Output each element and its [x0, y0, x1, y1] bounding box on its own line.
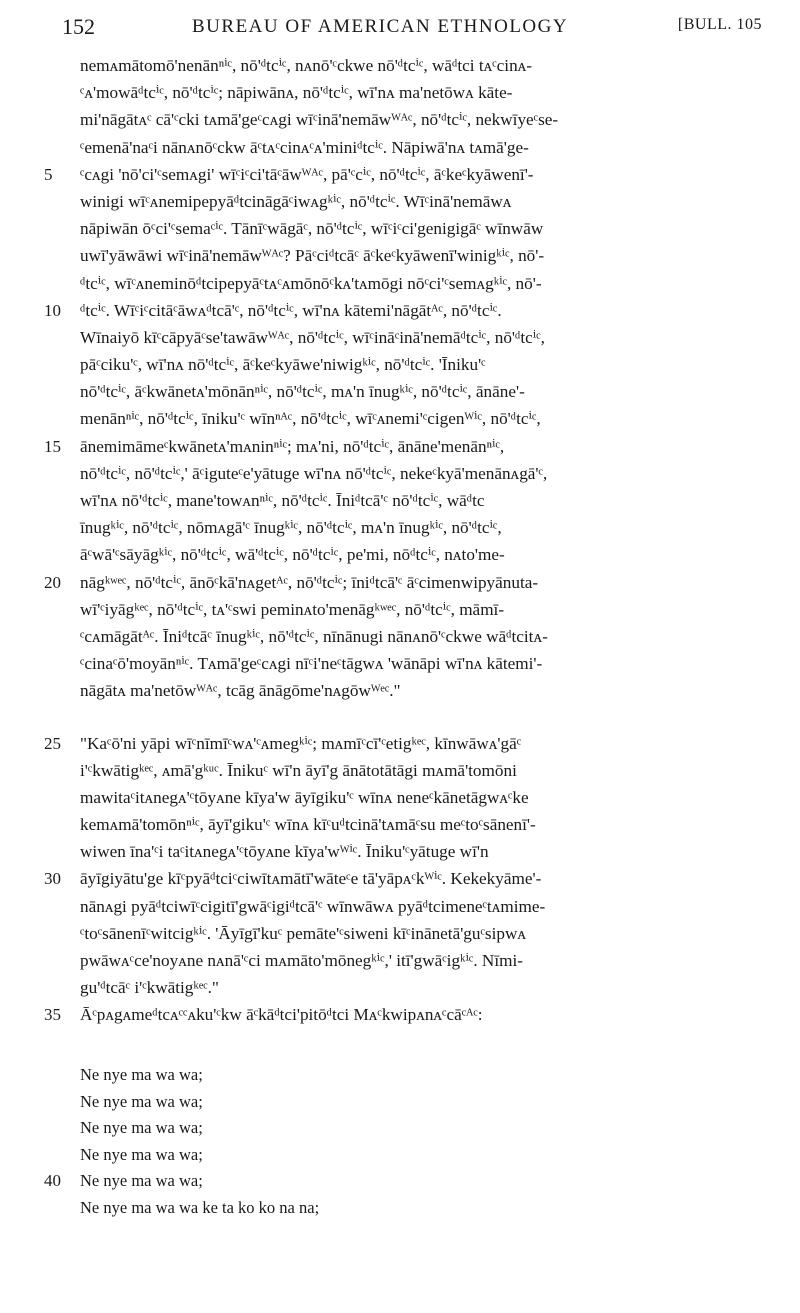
page-header — [62, 14, 762, 44]
line-text: ᶜcᴀgi 'nō'ci'ᶜsemᴀgi' wīᶜiᶜci'tāᶜāwᵂᴬᶜ, pā'ᶜcⁱᶜ, nō'ᵈtcⁱᶜ, āᶜkeᶜkyāwenī'- — [80, 164, 534, 184]
song-line — [62, 1062, 766, 1089]
line-text: uwī'yāwāwi wīᶜinā'nemāwᵂᴬᶜ? Pāᶜciᵈtcāᶜ āᶜkeᶜkyāwenī'winigᵏⁱᶜ, nō'- — [80, 246, 545, 266]
text-line — [62, 920, 766, 947]
line-text: īnugᵏⁱᶜ, nō'ᵈtcⁱᶜ, nōmᴀgā'ᶜ īnugᵏⁱᶜ, nō'ᵈtcⁱᶜ, mᴀ'n īnugᵏⁱᶜ, nō'ᵈtcⁱᶜ, — [80, 518, 502, 538]
page-number: 152 — [62, 14, 95, 39]
line-number: 20 — [44, 572, 61, 592]
text-line — [44, 865, 766, 892]
text-line — [62, 188, 766, 215]
song-line — [62, 1089, 766, 1116]
text-line — [62, 514, 766, 541]
text-line — [62, 487, 766, 514]
line-text: Ne nye ma wa wa; — [80, 1171, 203, 1190]
line-text: ānemimāmeᶜkwānetᴀ'mᴀninⁿⁱᶜ; mᴀ'ni, nō'ᵈtcⁱᶜ, ānāne'menānⁿⁱᶜ, — [80, 436, 505, 456]
text-line — [62, 270, 766, 297]
line-text: nāpiwān ōᶜci'ᶜsemaᶜⁱᶜ. Tānīᶜwāgāᶜ, nō'ᵈtcⁱᶜ, wīᶜiᶜci'genigigāᶜ wīnwāw — [80, 219, 544, 239]
paragraph-gap — [62, 705, 766, 730]
line-number: 10 — [44, 300, 61, 320]
line-text: nō'ᵈtcⁱᶜ, nō'ᵈtcⁱᶜ,' āᶜiguteᶜe'yātuge wī'nᴀ nō'ᵈtcⁱᶜ, nekeᶜkyā'menānᴀgā'ᶜ, — [80, 463, 548, 483]
text-line — [44, 1001, 766, 1028]
line-text: Ne nye ma wa wa; — [80, 1118, 203, 1137]
line-text: Ne nye ma wa wa; — [80, 1144, 203, 1164]
line-number: 40 — [44, 1171, 61, 1190]
line-text: Ne nye ma wa wa; — [80, 1065, 203, 1084]
text-line — [62, 650, 766, 677]
song-line — [62, 1195, 766, 1222]
line-number: 5 — [44, 164, 53, 184]
line-number: 35 — [44, 1005, 61, 1025]
text-line — [62, 405, 766, 432]
song-line — [44, 1168, 766, 1195]
text-line — [44, 569, 766, 596]
text-line — [62, 596, 766, 623]
text-line — [62, 623, 766, 650]
line-text: wī'nᴀ nō'ᵈtcⁱᶜ, mane'towᴀnⁿⁱᶜ, nō'ᵈtcⁱᶜ. Īniᵈtcā'ᶜ nō'ᵈtcⁱᶜ, wāᵈtc — [80, 491, 485, 510]
text-line — [44, 730, 766, 757]
song-line — [62, 1115, 766, 1142]
line-text: kemᴀmā'tomōnⁿⁱᶜ, āyī'giku'ᶜ wīnᴀ kīᶜuᵈtcinā'tᴀmāᶜsu meᶜtoᶜsānenī'- — [80, 815, 536, 835]
text-line — [62, 134, 766, 161]
bulletin-reference: [BULL. 105 — [677, 16, 762, 33]
text-line — [62, 242, 766, 269]
line-text: ᶜcᴀmāgātᴬᶜ. Īniᵈtcāᶜ īnugᵏⁱᶜ, nō'ᵈtcⁱᶜ, nīnānugi nānᴀnō'ᶜckwe wāᵈtcitᴀ- — [80, 626, 548, 646]
text-line — [62, 351, 766, 378]
line-text: wī'ᶜiyāgᵏᵉᶜ, nō'ᵈtcⁱᶜ, tᴀ'ᶜswi peminᴀto'menāgᵏʷᵉᶜ, nō'ᵈtcⁱᶜ, māmī- — [80, 599, 505, 619]
line-text: ᶜcinaᶜō'moyānⁿⁱᶜ. Tᴀmā'geᶜcᴀgi nīᶜi'neᶜtāgwᴀ 'wānāpi wī'nᴀ kātemi'- — [80, 654, 543, 674]
line-number: 30 — [44, 869, 61, 889]
text-line — [62, 324, 766, 351]
text-line — [62, 893, 766, 920]
text-line — [62, 378, 766, 405]
line-text: ᶜtoᶜsānenīᶜwitcigᵏⁱᶜ. 'Āyīgī'kuᶜ pemāte'ᶜsiweni kīᶜinānetā'guᶜsipwᴀ — [80, 923, 526, 943]
paragraph-2 — [44, 730, 766, 1029]
text-line — [62, 541, 766, 568]
line-text: mi'nāgātᴀᶜ cā'ᶜcki tᴀmā'geᶜcᴀgi wīᶜinā'nemāwᵂᴬᶜ, nō'ᵈtcⁱᶜ, nekwīyeᶜse- — [80, 110, 559, 130]
line-text: gu'ᵈtcāᶜ i'ᶜkwātigᵏᵉᶜ." — [80, 978, 219, 998]
line-text: Wīnaiyō kīᶜcāpyāᶜse'tawāwᵂᴬᶜ, nō'ᵈtcⁱᶜ, wīᶜināᶜinā'nemāᵈtcⁱᶜ, nō'ᵈtcⁱᶜ, — [80, 327, 545, 347]
text-line — [62, 215, 766, 242]
line-text: nānᴀgi pyāᵈtciwīᶜcigitī'gwāᶜigiᵈtcā'ᶜ wīnwāwᴀ pyāᵈtcimeneᶜtᴀmime- — [80, 896, 546, 916]
line-text: pwāwᴀᶜce'noyᴀne nᴀnā'ᶜci mᴀmāto'mōnegᵏⁱᶜ,' itī'gwāᶜigᵏⁱᶜ. Nīmi- — [80, 951, 523, 970]
line-text: pāᶜciku'ᶜ, wī'nᴀ nō'ᵈtcⁱᶜ, āᶜkeᶜkyāwe'niwigᵏⁱᶜ, nō'ᵈtcⁱᶜ. 'Īniku'ᶜ — [80, 355, 486, 375]
text-line — [62, 460, 766, 487]
line-text: Āᶜpᴀgᴀmeᵈtcᴀᶜᶜᴀku'ᶜkw āᶜkāᵈtci'pitōᵈtci Mᴀᶜkwipᴀnᴀᶜcāᶜᴬᶜ: — [80, 1005, 483, 1025]
paragraph-1 — [44, 52, 766, 705]
text-line — [62, 79, 766, 106]
text-line — [62, 811, 766, 838]
line-text: ᶜᴀ'mowāᵈtcⁱᶜ, nō'ᵈtcⁱᶜ; nāpiwānᴀ, nō'ᵈtcⁱᶜ, wī'nᴀ ma'netōwᴀ kāte- — [80, 83, 513, 103]
text-line — [44, 161, 766, 188]
text-line — [62, 947, 766, 974]
line-number: 15 — [44, 436, 61, 456]
line-text: āyīgiyātu'ge kīᶜpyāᵈtciᶜciwītᴀmātī'wāteᶜe tā'yāpᴀᶜkᵂⁱᶜ. Kekekyāme'- — [80, 869, 542, 889]
text-line — [62, 757, 766, 784]
song-block — [44, 1062, 766, 1221]
text-line — [62, 974, 766, 1001]
line-text: ᵈtcⁱᶜ, wīᶜᴀneminōᵈtcipepyāᶜtᴀᶜᴀmōnōᶜkᴀ'tᴀmōgi nōᶜci'ᶜsemᴀgᵏⁱᶜ, nō'- — [80, 273, 542, 293]
main-text — [44, 52, 766, 1029]
line-text: mawitaᶜitᴀnegᴀ'ᶜtōyᴀne kīya'w āyīgiku'ᶜ wīnᴀ neneᶜkānetāgwᴀᶜke — [80, 787, 529, 807]
line-text: nāgātᴀ ma'netōwᵂᴬᶜ, tcāg ānāgōme'nᴀgōwᵂᵉᶜ." — [80, 681, 401, 701]
line-text: nāgᵏʷᵉᶜ, nō'ᵈtcⁱᶜ, ānōᶜkā'nᴀgetᴬᶜ, nō'ᵈtcⁱᶜ; īniᵈtcā'ᶜ āᶜcimenwipyānuta- — [80, 572, 539, 592]
line-text: āᶜwā'ᶜsāyāgᵏⁱᶜ, nō'ᵈtcⁱᶜ, wā'ᵈtcⁱᶜ, nō'ᵈtcⁱᶜ, pe'mi, nōᵈtcⁱᶜ, nᴀto'me- — [80, 545, 505, 565]
text-line — [62, 52, 766, 79]
text-line — [62, 838, 766, 865]
line-text: "Kaᶜō'ni yāpi wīᶜnīmīᶜwᴀ'ᶜᴀmegᵏⁱᶜ; mᴀmīᶜcī'ᶜetigᵏᵉᶜ, kīnwāwᴀ'gāᶜ — [80, 733, 522, 753]
line-text: nō'ᵈtcⁱᶜ, āᶜkwānetᴀ'mōnānⁿⁱᶜ, nō'ᵈtcⁱᶜ, mᴀ'n īnugᵏⁱᶜ, nō'ᵈtcⁱᶜ, ānāne'- — [80, 382, 525, 402]
line-text: ᵈtcⁱᶜ. Wīᶜiᶜcitāᶜāwᴀᵈtcā'ᶜ, nō'ᵈtcⁱᶜ, wī'nᴀ kātemi'nāgātᴬᶜ, nō'ᵈtcⁱᶜ. — [80, 300, 502, 320]
running-title: BUREAU OF AMERICAN ETHNOLOGY — [192, 16, 569, 37]
line-text: Ne nye ma wa wa ke ta ko ko na na; — [80, 1197, 320, 1217]
line-text: nemᴀmātomō'nenānⁿⁱᶜ, nō'ᵈtcⁱᶜ, nᴀnō'ᶜckwe nō'ᵈtcⁱᶜ, wāᵈtci tᴀᶜcinᴀ- — [80, 56, 533, 75]
text-line — [62, 784, 766, 811]
text-line — [44, 433, 766, 460]
line-text: wiwen īna'ᶜi taᶜitᴀnegᴀ'ᶜtōyᴀne kīya'wᵂⁱᶜ. Īniku'ᶜyātuge wī'n — [80, 842, 489, 862]
text-line — [62, 106, 766, 133]
song-line — [62, 1142, 766, 1169]
text-line — [44, 297, 766, 324]
line-text: Ne nye ma wa wa; — [80, 1091, 203, 1111]
line-text: i'ᶜkwātigᵏᵉᶜ, ᴀmā'gᵏᵘᶜ. Īnikuᶜ wī'n āyī'g ānātotātāgi mᴀmā'tomōni — [80, 760, 517, 780]
line-text: winigi wīᶜᴀnemipepyāᵈtcināgāᶜiwᴀgᵏⁱᶜ, nō'ᵈtcⁱᶜ. Wīᶜinā'nemāwᴀ — [80, 191, 512, 211]
line-text: ᶜemenā'naᶜi nānᴀnōᶜckw āᶜtᴀᶜcinᴀᶜᴀ'miniᵈtcⁱᶜ. Nāpiwā'nᴀ tᴀmā'ge- — [80, 137, 529, 157]
line-text: menānⁿⁱᶜ, nō'ᵈtcⁱᶜ, īniku'ᶜ wīnⁿᴬᶜ, nō'ᵈtcⁱᶜ, wīᶜᴀnemi'ᶜcigenᵂⁱᶜ, nō'ᵈtcⁱᶜ, — [80, 409, 541, 429]
text-line — [62, 677, 766, 704]
line-number: 25 — [44, 733, 61, 753]
